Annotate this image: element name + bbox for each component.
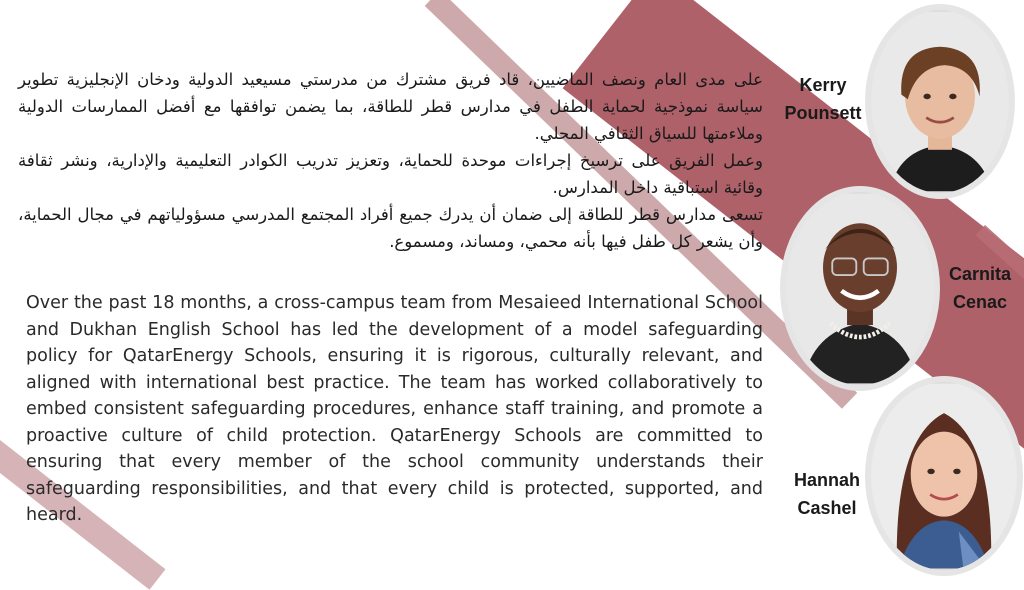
portrait-photo-hannah [865, 376, 1023, 576]
portrait-photo-kerry [865, 4, 1015, 199]
first-name: Kerry [799, 75, 847, 95]
first-name: Carnita [948, 264, 1011, 284]
arabic-paragraph-2: وعمل الفريق على ترسيخ إجراءات موحدة للحماية، وتعزيز تدريب الكوادر التعليمية والإدارية، ونشر ثقافة وقائية استباقية داخل المدارس. [18, 151, 763, 197]
last-name: Cenac [952, 292, 1008, 312]
portrait-photo-carnita [780, 186, 940, 391]
person-name-kerry [773, 71, 873, 127]
person-name-hannah [777, 466, 877, 522]
english-paragraph: Over the past 18 months, a cross-campus team from Mesaieed International School and Dukhan English School has led the development of a model safeguarding policy for QatarEnergy Schools, ensuring it is rigorous, culturally relevant, and aligned with international best practice. The team has worked collaboratively to embed consistent safeguarding procedures, enhance staff training, and promote a proactive culture of child protection. QatarEnergy Schools are committed to ensuring that every member of the school community understands their safeguarding responsibilities, and that every child is protected, supported, and heard. [26, 293, 763, 525]
first-name: Hannah [793, 470, 860, 490]
portrait-kerry-icon [871, 10, 1009, 193]
portrait-hannah-icon [871, 382, 1017, 570]
person-name-carnita [930, 260, 1024, 316]
arabic-text-block [18, 66, 763, 255]
portrait-carnita-icon [786, 192, 934, 385]
last-name: Pounsett [784, 103, 862, 123]
arabic-paragraph-1: على مدى العام ونصف الماضيين، قاد فريق مشترك من مدرستي مسيعيد الدولية ودخان الإنجليزية تطوير سياسة نموذجية لحماية الطفل في مدارس قطر للطاقة، بما يضمن توافقها مع أفضل الممارسات الدولية وملاءمتها للسياق الثقافي المحلي. [18, 70, 763, 143]
arabic-paragraph-3: تسعى مدارس قطر للطاقة إلى ضمان أن يدرك جميع أفراد المجتمع المدرسي مسؤولياتهم في مجال الحماية، وأن يشعر كل طفل فيها بأنه محمي، ومساند، ومسموع. [18, 205, 763, 251]
last-name: Cashel [797, 498, 857, 518]
